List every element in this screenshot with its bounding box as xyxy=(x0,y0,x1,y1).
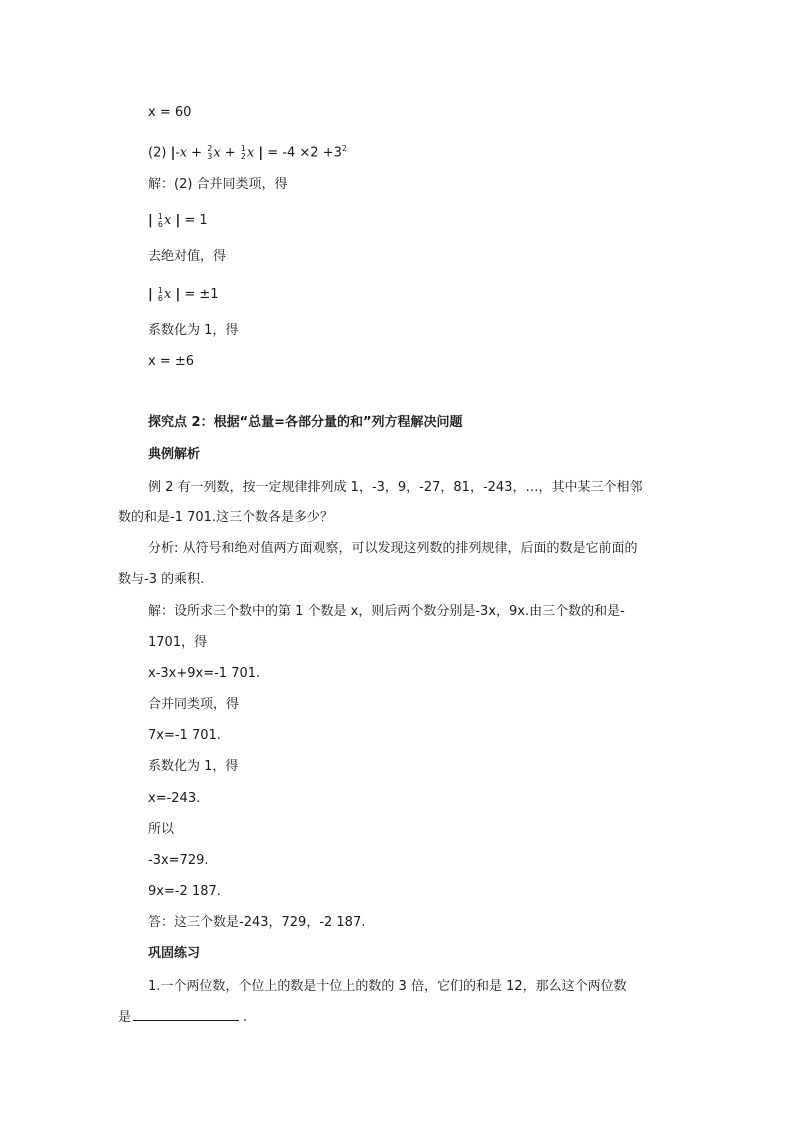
equation-line: 7x=-1 701. xyxy=(148,728,221,743)
text-line: 系数化为 1，得 xyxy=(148,323,239,338)
section-heading: 探究点 2：根据“总量=各部分量的和”列方程解决问题 xyxy=(148,415,463,430)
question-line xyxy=(118,1008,247,1028)
equation-line: (2) |-x + 2 3 x + 1 2 x | = $-4 \times 2 +3^2$ xyxy=(148,143,347,161)
equation-line: x = 60 xyxy=(148,105,192,120)
exponent: 2 xyxy=(341,144,347,153)
item-number: (2) xyxy=(148,145,167,161)
equation-line: | 1 6 x | = ±1 xyxy=(148,285,219,303)
answer-line: 答：这三个数是-243，729，-2 187. xyxy=(148,915,366,930)
question-line: 1.一个两位数，个位上的数是十位上的数的 3 倍，它们的和是 12，那么这个两位数 xyxy=(148,979,627,994)
equation-line: x-3x+9x=-1 701. xyxy=(148,666,261,681)
text-line: 所以 xyxy=(148,822,175,837)
rhs: = ±1 xyxy=(184,287,219,302)
text-line: 系数化为 1，得 xyxy=(148,759,239,774)
answer-blank[interactable] xyxy=(133,1008,239,1021)
paragraph-line: 数与-3 的乘积. xyxy=(118,572,205,587)
fraction: 1 6 xyxy=(157,285,163,303)
rhs: = 1 xyxy=(184,213,208,228)
subheading: 巩固练习 xyxy=(148,946,201,961)
question-text: 是 xyxy=(118,1010,132,1025)
text-line: 解：(2) 合并同类项，得 xyxy=(148,177,288,192)
paragraph-line: 例 2 有一列数，按一定规律排列成 1，-3，9，-27，81，-243，…，其中某三个相邻 xyxy=(148,480,643,495)
equation-line: x = ±6 xyxy=(148,354,195,369)
period: . xyxy=(243,1010,248,1025)
text-line: 去绝对值，得 xyxy=(148,249,227,264)
paragraph-line: 分析: 从符号和绝对值两方面观察，可以发现这列数的排列规律，后面的数是它前面的 xyxy=(148,541,638,556)
equation-line: 9x=-2 187. xyxy=(148,884,221,899)
paragraph-line: 1701，得 xyxy=(148,635,208,650)
fraction: 1 2 xyxy=(240,143,246,161)
fraction: 2 3 xyxy=(207,143,213,161)
paragraph-line: 数的和是-1 701.这三个数各是多少？ xyxy=(118,510,334,525)
subheading: 典例解析 xyxy=(148,447,201,462)
fraction: 1 6 xyxy=(157,211,163,229)
equation-line: | 1 6 x | = 1 xyxy=(148,211,208,229)
paragraph-line: 解：设所求三个数中的第 1 个数是 x，则后两个数分别是-3x，9x.由三个数的和是- xyxy=(148,604,625,619)
equation-line: x=-243. xyxy=(148,791,201,806)
equation-line: -3x=729. xyxy=(148,853,209,868)
text-line: 合并同类项，得 xyxy=(148,697,240,712)
rhs: = -4 ×2 +3 xyxy=(267,145,342,161)
